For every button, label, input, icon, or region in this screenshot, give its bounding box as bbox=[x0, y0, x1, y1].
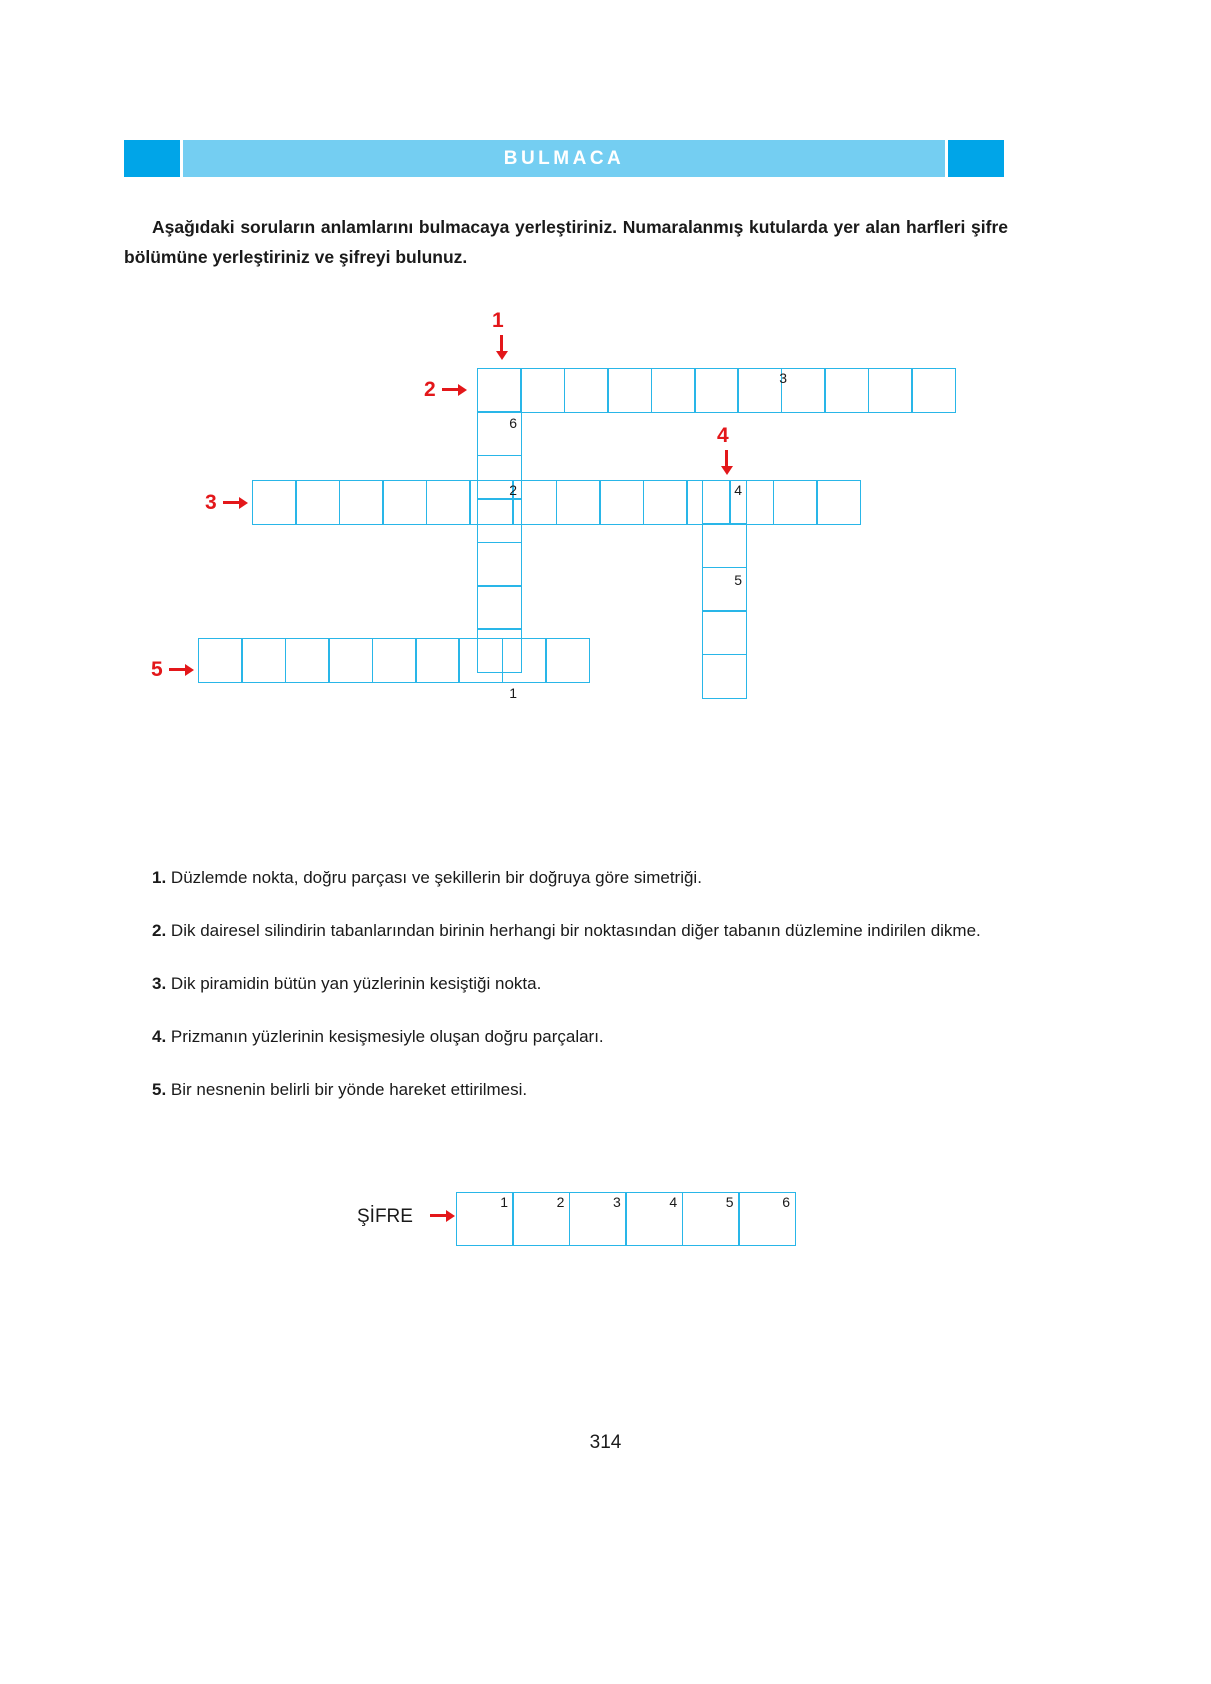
sifre-cell[interactable] bbox=[625, 1192, 683, 1246]
clue-list bbox=[124, 846, 1008, 1128]
clue-marker-4: 4 bbox=[717, 424, 729, 447]
clue-item bbox=[124, 863, 1008, 892]
crossword-cell[interactable] bbox=[477, 542, 522, 587]
cell-number: 2 bbox=[509, 482, 517, 498]
crossword-cell[interactable] bbox=[520, 368, 565, 413]
page-title: BULMACA bbox=[503, 148, 625, 169]
crossword-cell[interactable] bbox=[285, 638, 330, 683]
clue-item bbox=[124, 1075, 1008, 1104]
crossword-cell[interactable] bbox=[252, 480, 297, 525]
sifre-cell[interactable] bbox=[569, 1192, 627, 1246]
sifre-cell-number: 2 bbox=[556, 1194, 565, 1210]
crossword-cell[interactable] bbox=[328, 638, 373, 683]
sifre-cell-number: 4 bbox=[669, 1194, 678, 1210]
crossword-cell[interactable] bbox=[545, 638, 590, 683]
sifre-cell[interactable] bbox=[682, 1192, 740, 1246]
crossword-cell[interactable] bbox=[702, 523, 747, 568]
cell-number: 1 bbox=[509, 685, 517, 701]
crossword-cell[interactable] bbox=[477, 585, 522, 630]
cell-number: 5 bbox=[734, 572, 742, 588]
crossword-cell[interactable] bbox=[372, 638, 417, 683]
clue-number: 3. bbox=[152, 974, 167, 993]
clue-text: Prizmanın yüzlerinin kesişmesiyle oluşan doğru parçaları. bbox=[166, 1027, 604, 1046]
crossword-cell[interactable] bbox=[643, 480, 688, 525]
clue-number: 5. bbox=[152, 1080, 167, 1099]
clue-marker-5: 5 bbox=[151, 658, 163, 681]
sifre-cell[interactable] bbox=[738, 1192, 796, 1246]
crossword-cell[interactable] bbox=[426, 480, 471, 525]
crossword-cell[interactable] bbox=[469, 480, 514, 525]
clue-item bbox=[124, 916, 1008, 945]
page-number: 314 bbox=[589, 1432, 622, 1453]
sifre-cell-number: 1 bbox=[500, 1194, 508, 1210]
crossword-cell[interactable] bbox=[824, 368, 869, 413]
sifre-cell[interactable] bbox=[512, 1192, 570, 1246]
crossword-cell[interactable] bbox=[458, 638, 503, 683]
crossword-cell[interactable] bbox=[502, 638, 547, 683]
crossword-cell[interactable] bbox=[477, 368, 522, 413]
crossword-cell[interactable] bbox=[477, 455, 522, 500]
crossword-cell[interactable] bbox=[702, 567, 747, 612]
sifre-cell-number: 6 bbox=[782, 1194, 790, 1210]
sifre-cell-number: 3 bbox=[613, 1194, 621, 1210]
clue-number: 4. bbox=[152, 1027, 167, 1046]
clue-number: 1. bbox=[152, 868, 167, 887]
crossword-cell[interactable] bbox=[599, 480, 644, 525]
sifre-label: ŞİFRE bbox=[357, 1206, 413, 1227]
crossword-cell[interactable] bbox=[694, 368, 739, 413]
sifre-cell-number: 5 bbox=[725, 1194, 734, 1210]
cell-number: 6 bbox=[509, 415, 517, 431]
instructions-paragraph bbox=[124, 212, 1008, 272]
crossword-cell[interactable] bbox=[512, 480, 557, 525]
crossword-cell[interactable] bbox=[773, 480, 818, 525]
clue-item bbox=[124, 969, 1008, 998]
clue-text: Dik piramidin bütün yan yüzlerinin kesiştiği nokta. bbox=[166, 974, 542, 993]
crossword-cell[interactable] bbox=[651, 368, 696, 413]
crossword-cell[interactable] bbox=[198, 638, 243, 683]
crossword-cell[interactable] bbox=[737, 368, 782, 413]
clue-number: 2. bbox=[152, 921, 167, 940]
clue-marker-3: 3 bbox=[205, 491, 217, 514]
crossword-cell[interactable] bbox=[415, 638, 460, 683]
crossword-cell[interactable] bbox=[295, 480, 340, 525]
clue-text: Düzlemde nokta, doğru parçası ve şekillerin bir doğruya göre simetriği. bbox=[166, 868, 702, 887]
clue-text: Bir nesnenin belirli bir yönde hareket ettirilmesi. bbox=[166, 1080, 528, 1099]
crossword-cell[interactable] bbox=[816, 480, 861, 525]
crossword-cell[interactable] bbox=[241, 638, 286, 683]
crossword-cell[interactable] bbox=[477, 411, 522, 456]
clue-text: Dik dairesel silindirin tabanlarından birinin herhangi bir noktasından diğer tabanın düzlemine indirilen dikme. bbox=[166, 921, 981, 940]
crossword-cell[interactable] bbox=[781, 368, 826, 413]
crossword-cell[interactable] bbox=[556, 480, 601, 525]
cell-number: 3 bbox=[779, 370, 787, 386]
crossword-cell[interactable] bbox=[477, 498, 522, 543]
cell-number: 4 bbox=[734, 482, 742, 498]
crossword-cell[interactable] bbox=[911, 368, 956, 413]
crossword-cell[interactable] bbox=[702, 654, 747, 699]
clue-marker-2: 2 bbox=[424, 378, 436, 401]
crossword-cell[interactable] bbox=[339, 480, 384, 525]
crossword-cell[interactable] bbox=[702, 480, 747, 525]
crossword-cell[interactable] bbox=[477, 628, 522, 673]
crossword-cell[interactable] bbox=[607, 368, 652, 413]
crossword-cell[interactable] bbox=[702, 610, 747, 655]
crossword-cell[interactable] bbox=[564, 368, 609, 413]
instructions-text: Aşağıdaki soruların anlamlarını bulmacaya yerleştiriniz. Numaralanmış kutularda yer alan harfleri şifre bölümüne yerleştiriniz ve şifreyi bulunuz. bbox=[124, 216, 1008, 267]
clue-marker-1: 1 bbox=[492, 309, 504, 332]
crossword-cell[interactable] bbox=[729, 480, 774, 525]
crossword-cell[interactable] bbox=[382, 480, 427, 525]
clue-item bbox=[124, 1022, 1008, 1051]
page-header-banner bbox=[124, 140, 1004, 177]
crossword-cell[interactable] bbox=[686, 480, 731, 525]
crossword-cell[interactable] bbox=[868, 368, 913, 413]
sifre-cell[interactable] bbox=[456, 1192, 514, 1246]
